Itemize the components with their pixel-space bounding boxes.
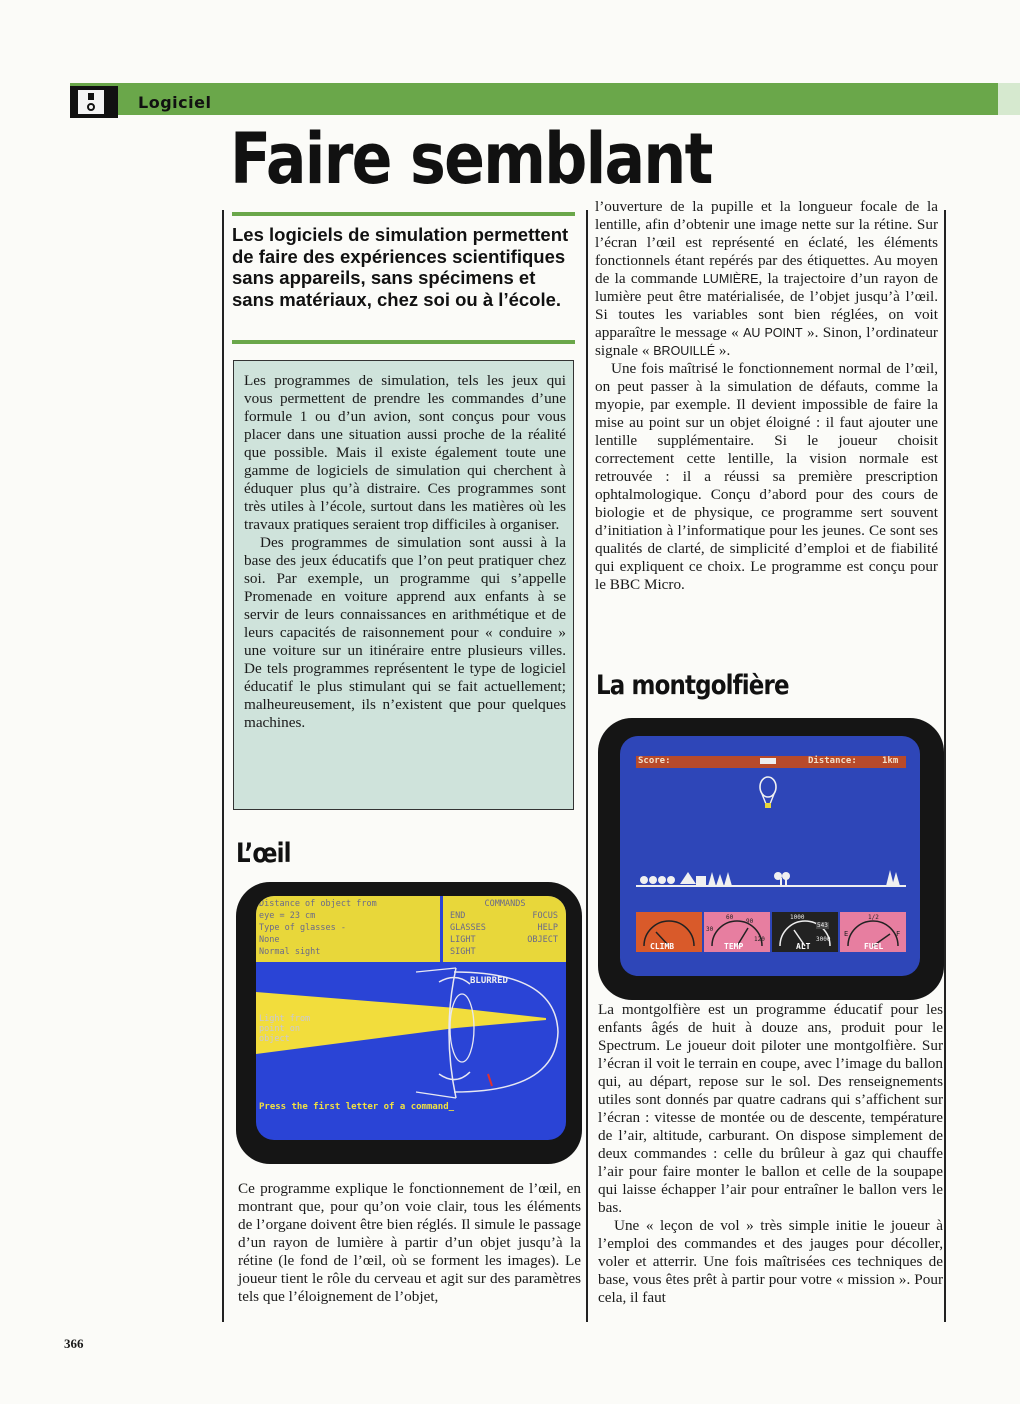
lead-rule-bottom	[232, 340, 575, 344]
light-label	[259, 1014, 310, 1044]
blurred-label: BLURRED	[470, 976, 508, 986]
light-label-line-3: object	[259, 1034, 290, 1044]
oeil-commands-title: COMMANDS	[484, 899, 526, 909]
command-focus: FOCUS	[532, 911, 558, 921]
lead-paragraph: Les logiciels de simulation permettent de faire des expériences scientifiques sans appareils, sans spécimens et sans matériaux, chez soi ou à l’école.	[232, 224, 569, 310]
burner-icon	[760, 758, 776, 764]
floppy-disk-icon	[70, 86, 118, 118]
fuel-tick-f: F	[896, 930, 901, 938]
light-label-line-2: point on	[259, 1024, 300, 1034]
message-brouille: BROUILLÉ	[653, 344, 716, 358]
montgolfiere-screen-monitor	[598, 718, 944, 1000]
header-band-edge	[998, 83, 1020, 115]
command-end: END	[450, 911, 466, 921]
distance-label: Distance:	[808, 756, 857, 766]
right-p1-c: ». Sinon, l’ordinateur signale «	[595, 324, 938, 359]
section-rubric: Logiciel	[138, 93, 212, 112]
column-rule-middle	[586, 210, 588, 1322]
oeil-glasses-line: Type of glasses -	[259, 923, 346, 933]
gauge-climb-label: CLIMB	[650, 942, 675, 951]
oeil-text	[238, 1180, 581, 1306]
gauge-panel	[636, 912, 906, 952]
gauge-temp-label: TEMP	[724, 942, 744, 951]
gauge-alt	[772, 912, 838, 952]
montgolfiere-screen	[620, 736, 920, 976]
balloon-icon	[756, 776, 780, 810]
command-object: OBJECT	[527, 935, 558, 945]
alt-tick-1000: 1000	[790, 914, 805, 921]
temp-tick-30: 30	[706, 926, 714, 933]
column-rule-right	[944, 210, 946, 1322]
right-paragraph-1	[595, 198, 938, 360]
montgolfiere-heading-wrap	[596, 670, 823, 701]
command-glasses: GLASSES	[450, 923, 486, 933]
intro-text	[244, 372, 566, 732]
intro-paragraph-1: Les programmes de simulation, tels les jeux qui vous permettent de prendre les commandes d’une formule 1 ou d’un avion, sont conçus pour vous placer dans une situation aussi proche de la réalité que possible. Mais il existe également toute une gamme de logiciels de simulation qui cherchent à éduquer plus qu’à distraire. Ces programmes sont très utiles à l’école, surtout dans les matières où les travaux pratiques seraient trop difficiles à organiser.	[244, 372, 566, 533]
oeil-heading-wrap	[236, 838, 300, 869]
oeil-screen	[256, 896, 566, 1140]
command-help: HELP	[537, 923, 558, 933]
oeil-glasses-value: None	[259, 935, 280, 945]
fuel-tick-half: 1/2	[868, 914, 879, 921]
gauge-temp	[704, 912, 770, 952]
right-column-text	[595, 198, 938, 594]
light-label-line-1: Light from	[259, 1014, 311, 1024]
temp-tick-60: 60	[726, 914, 734, 921]
gauge-fuel-label: FUEL	[864, 942, 884, 951]
command-light: LIGHT	[450, 935, 476, 945]
right-p1-a: l’ouverture de la pupille et la longueur focale de la lentille, afin d’obtenir une image nette sur la rétine. Sur l’écran l’œil est représenté en éclaté, les éléments fonctionnels étant repérés par des étiquettes. Au moyen de la commande	[595, 198, 938, 287]
montgolfiere-text	[598, 1001, 943, 1307]
alt-tick-3000: 3000	[816, 936, 831, 943]
distance-value: 1km	[882, 756, 899, 766]
oeil-distance-line: Distance of object from	[259, 899, 377, 909]
right-paragraph-2: Une fois maîtrisé le fonctionnement normal de l’œil, on peut passer à la simulation de défauts, comme la myopie, par exemple. Il devient impossible de faire la mise au point sur un objet éloigné : il faut ajouter une lentille supplémentaire. Si le joueur choisit correctement cette lentille, la vision normale est retrouvée : il a réussi sa première prescription ophtalmologique. Conçu d’abord pour des cours de biologie et de physique, ce programme sert souvent d’initiation à l’informatique pour les jeunes. Ce sont ses qualités de clarté, de simplicité d’emploi et de fiabilité qui expliquent ce choix. Le programme est conçu pour le BBC Micro.	[595, 360, 938, 593]
fuel-tick-e: E	[844, 930, 849, 938]
message-au-point: AU POINT	[743, 326, 803, 340]
right-p1-d: ».	[715, 342, 731, 359]
temp-tick-120: 120	[754, 936, 765, 943]
lead-rule-top	[232, 212, 575, 216]
oeil-paragraph: Ce programme explique le fonctionnement de l’œil, en montrant que, pour qu’on voie clair, tous les éléments de l’organe doivent être bien réglés. Il simule le passage d’un rayon de lumière à partir d’un objet jusqu’à la rétine (le fond de l’œil, où se forment les images). Le joueur tient le rôle du cerveau et agit sur des paramètres tels que l’éloignement de l’objet,	[238, 1180, 581, 1305]
score-label: Score:	[638, 756, 671, 766]
oeil-heading: L’œil	[236, 838, 291, 869]
montgolfiere-paragraph-1: La montgolfière est un programme éducatif pour les enfants âgés de huit à douze ans, produit pour le Spectrum. Le joueur doit piloter une montgolfière. Sur l’écran il voit le terrain en coupe, avec l’image du ballon qui, au départ, repose sur le sol. Des renseignements utiles sont donnés par quatre cadrans qui s’affichent sur l’écran : vitesse de montée ou de descente, température de l’air, altitude, carburant. On dispose simplement de deux commandes : celle du brûleur à gaz qui chauffe l’air pour faire monter le ballon et celle de la soupape qui laisse échapper l’air pour entraîner le ballon vers le bas.	[598, 1001, 943, 1216]
page-title: Faire semblant	[230, 118, 712, 200]
command-lumiere: LUMIÈRE	[702, 272, 759, 286]
montgolfiere-heading: La montgolfière	[596, 670, 789, 701]
gauge-fuel	[840, 912, 906, 952]
terrain	[636, 858, 906, 898]
oeil-screen-monitor	[236, 882, 582, 1164]
alt-readout: 543	[817, 922, 828, 929]
command-sight: SIGHT	[450, 947, 476, 957]
montgolfiere-paragraph-2: Une « leçon de vol » très simple initie le joueur à l’emploi des commandes et des jauges pour décoller, voler et atterrir. Une fois maîtrisées ces techniques de base, vous êtes prêt à partir pour votre « mission ». Pour cela, il faut	[598, 1217, 943, 1306]
temp-tick-90: 90	[746, 918, 754, 925]
gauge-alt-label: ALT	[796, 942, 811, 951]
oeil-prompt: Press the first letter of a command_	[259, 1102, 455, 1112]
page-number: 366	[64, 1336, 84, 1351]
right-p1-b: , la trajectoire d’un rayon de lumière peut être matérialisée, de l’objet jusqu’à l’œil. Si toutes les variables sont bien réglées, on voit apparaître le message «	[595, 270, 939, 341]
oeil-distance-value: eye = 23 cm	[259, 911, 316, 921]
intro-paragraph-2: Des programmes de simulation sont aussi à la base des jeux éducatifs que l’on peut pratiquer chez soi. Par exemple, un programme qui s’appelle Promenade en voiture apprend aux enfants à se servir de leurs connaissances en arithmétique et de leurs capacités de raisonnement pour « conduire » une voiture sur un itinéraire entre plusieurs villes. De tels programmes représentent le type de logiciel éducatif le plus stimulant qui se fait actuellement; malheureusement, ils n’existent que pour quelques machines.	[244, 534, 566, 731]
column-rule-left	[222, 210, 224, 1322]
oeil-sight-line: Normal sight	[259, 947, 321, 957]
gauge-climb	[636, 912, 702, 952]
